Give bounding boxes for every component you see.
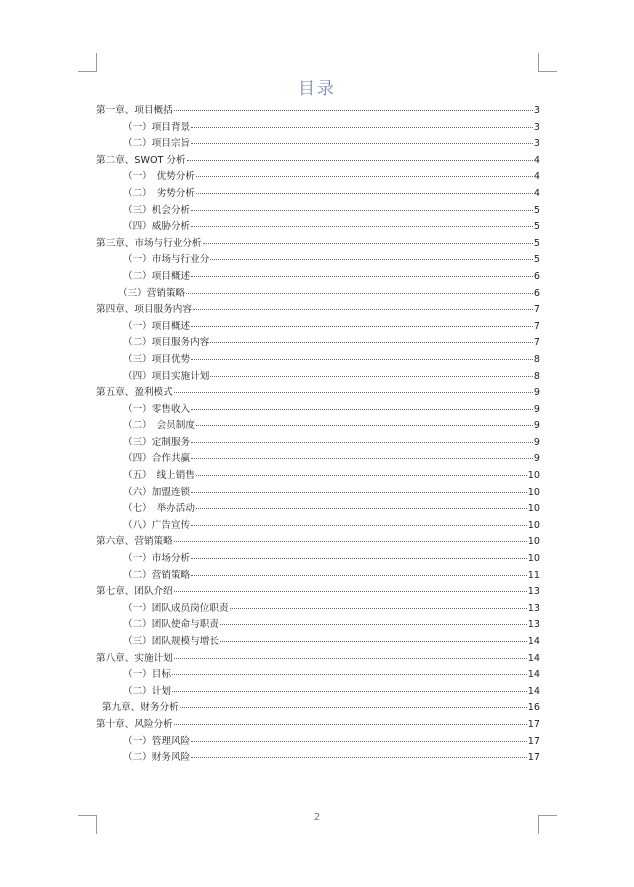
toc-entry[interactable] [96, 601, 540, 618]
toc-entry-page: 7 [533, 304, 540, 316]
toc-entry-label: （三）机会分析 [123, 204, 191, 216]
toc-entry[interactable] [96, 568, 540, 585]
toc-entry-page: 16 [527, 702, 540, 714]
toc-entry[interactable] [96, 651, 540, 668]
toc-entry[interactable] [96, 252, 540, 269]
toc-entry-label: （二）项目宗旨 [123, 138, 191, 150]
toc-leader-dots [191, 741, 527, 742]
toc-leader-dots [210, 342, 533, 343]
toc-entry-label: （三）项目优势 [123, 353, 191, 365]
toc-entry[interactable] [96, 203, 540, 220]
toc-entry-label: （三）定制服务 [123, 436, 191, 448]
toc-entry[interactable] [96, 750, 540, 767]
toc-entry[interactable] [96, 501, 540, 518]
toc-entry[interactable] [96, 385, 540, 402]
toc-entry[interactable] [96, 286, 540, 303]
toc-entry-label: （二）项目服务内容 [123, 337, 210, 349]
toc-entry-page: 8 [533, 353, 540, 365]
toc-leader-dots [210, 259, 533, 260]
toc-leader-dots [180, 707, 527, 708]
toc-entry[interactable] [96, 485, 540, 502]
toc-entry[interactable] [96, 634, 540, 651]
toc-entry-page: 9 [533, 403, 540, 415]
toc-entry-page: 3 [533, 121, 540, 133]
toc-entry-label: （二）营销策略 [123, 569, 191, 581]
toc-entry-label: （四）合作共赢 [123, 453, 191, 465]
toc-entry-label: （四）项目实施计划 [123, 370, 210, 382]
toc-entry-label: （二）团队使命与职责 [123, 619, 219, 631]
toc-entry-label: 第二章、SWOT 分析 [96, 154, 186, 166]
toc-entry-page: 4 [533, 171, 540, 183]
toc-leader-dots [172, 691, 527, 692]
toc-entry-label: （六）加盟连锁 [123, 486, 191, 498]
toc-entry-page: 3 [533, 138, 540, 150]
toc-leader-dots [220, 641, 527, 642]
toc-leader-dots [174, 658, 527, 659]
toc-entry-label: 第十章、风险分析 [96, 718, 173, 730]
toc-entry-page: 7 [533, 337, 540, 349]
toc-entry-label: 第一章、项目概括 [96, 105, 173, 116]
toc-entry[interactable] [96, 269, 540, 286]
toc-entry-page: 13 [527, 619, 540, 631]
toc-entry[interactable] [96, 236, 540, 253]
toc-entry-label: 第九章、财务分析 [102, 702, 179, 714]
toc-entry[interactable] [96, 169, 540, 186]
toc-entry-page: 9 [533, 436, 540, 448]
toc-entry-page: 17 [527, 735, 540, 747]
toc-entry-page: 9 [533, 420, 540, 432]
toc-leader-dots [186, 293, 533, 294]
toc-entry-label: （一）项目概述 [123, 320, 191, 332]
crop-mark-top-left [78, 53, 97, 72]
toc-entry[interactable] [96, 534, 540, 551]
toc-entry-page: 14 [527, 636, 540, 647]
toc-entry-page: 14 [527, 685, 540, 697]
toc-entry-page: 5 [533, 204, 540, 216]
toc-entry-label: 第六章、营销策略 [96, 536, 173, 548]
toc-entry[interactable] [96, 518, 540, 535]
toc-leader-dots [196, 475, 527, 476]
toc-entry[interactable] [96, 335, 540, 352]
toc-leader-dots [193, 309, 533, 310]
toc-title: 目录 [298, 79, 336, 99]
toc-entry-page: 9 [533, 387, 540, 399]
toc-entry-label: （二） 劣势分析 [123, 187, 195, 199]
toc-entry-label: （二）计划 [123, 685, 171, 697]
toc-entry[interactable] [96, 617, 540, 634]
toc-entry-page: 10 [527, 486, 540, 498]
toc-leader-dots [191, 458, 533, 459]
toc-entry[interactable] [96, 734, 540, 751]
toc-entry-label: （八）广告宣传 [123, 519, 191, 531]
toc-leader-dots [191, 442, 533, 443]
toc-leader-dots [191, 492, 527, 493]
toc-entry-label: 第四章、项目服务内容 [96, 304, 192, 316]
toc-leader-dots [191, 226, 533, 227]
toc-entry-label: （一）目标 [123, 669, 171, 681]
toc-entry-page: 14 [527, 652, 540, 664]
page-number: 2 [313, 812, 321, 823]
toc-entry-label: （一）管理风险 [123, 735, 191, 747]
toc-entry-label: 第八章、实施计划 [96, 652, 173, 664]
toc-entry-label: （一）市场与行业分 [123, 254, 210, 266]
crop-mark-top-right [538, 53, 557, 72]
toc-entry-label: （七） 举办活动 [123, 503, 195, 515]
toc-entry-page: 13 [527, 602, 540, 614]
toc-entry-page: 10 [527, 519, 540, 531]
toc-entry-page: 17 [527, 752, 540, 764]
toc-entry[interactable] [96, 667, 540, 684]
toc-entry-page: 10 [527, 470, 540, 482]
toc-leader-dots [191, 575, 527, 576]
toc-entry-label: （一）市场分析 [123, 553, 191, 565]
toc-entry-page: 5 [533, 254, 540, 266]
toc-entry[interactable] [96, 352, 540, 369]
toc-entry-page: 13 [527, 586, 540, 598]
toc-leader-dots [191, 525, 527, 526]
toc-entry-label: （三）营销策略 [118, 287, 186, 299]
toc-entry-page: 7 [533, 320, 540, 332]
toc-entry[interactable] [96, 302, 540, 319]
toc-leader-dots [191, 757, 527, 758]
toc-leader-dots [196, 425, 533, 426]
toc-entry-page: 10 [527, 536, 540, 548]
toc-leader-dots [191, 276, 533, 277]
toc-entry[interactable] [96, 551, 540, 568]
toc-leader-dots [191, 210, 533, 211]
toc-leader-dots [187, 160, 533, 161]
toc-entry-label: 第三章、市场与行业分析 [96, 237, 202, 249]
toc-entry-label: （五） 线上销售 [123, 470, 195, 482]
toc-entry-page: 10 [527, 553, 540, 565]
toc-entry-page: 14 [527, 669, 540, 681]
toc-entry-page: 6 [533, 270, 540, 282]
toc-leader-dots [191, 409, 533, 410]
table-of-contents [96, 103, 540, 767]
toc-leader-dots [196, 176, 533, 177]
toc-entry-page: 5 [533, 221, 540, 233]
toc-entry-label: 第五章、盈利模式 [96, 387, 173, 399]
toc-leader-dots [174, 541, 527, 542]
toc-leader-dots [196, 193, 533, 194]
toc-entry[interactable] [96, 451, 540, 468]
toc-leader-dots [191, 127, 533, 128]
toc-entry-page: 9 [533, 453, 540, 465]
toc-entry[interactable] [96, 717, 540, 734]
toc-entry[interactable] [96, 103, 540, 120]
toc-entry[interactable] [96, 584, 540, 601]
toc-entry-label: （一）项目背景 [123, 121, 191, 133]
toc-leader-dots [220, 624, 527, 625]
toc-entry[interactable] [96, 186, 540, 203]
toc-entry-page: 17 [527, 718, 540, 730]
toc-entry[interactable] [96, 136, 540, 153]
toc-leader-dots [203, 243, 533, 244]
toc-entry-label: （一）零售收入 [123, 403, 191, 415]
toc-leader-dots [174, 110, 533, 111]
toc-entry[interactable] [96, 369, 540, 386]
toc-entry-label: （二）财务风险 [123, 752, 191, 764]
toc-entry-label: （四）威胁分析 [123, 221, 191, 233]
toc-entry-label: （三）团队规模与增长 [123, 636, 219, 647]
toc-entry[interactable] [96, 153, 540, 170]
toc-entry-page: 8 [533, 370, 540, 382]
toc-entry-label: （一）团队成员岗位职责 [123, 602, 229, 614]
toc-entry-page: 6 [533, 287, 540, 299]
toc-leader-dots [191, 326, 533, 327]
toc-leader-dots [230, 608, 527, 609]
toc-leader-dots [191, 359, 533, 360]
toc-leader-dots [191, 558, 527, 559]
toc-entry[interactable] [96, 120, 540, 137]
toc-entry[interactable] [96, 435, 540, 452]
toc-entry-label: （二）项目概述 [123, 270, 191, 282]
toc-entry-page: 4 [533, 187, 540, 199]
toc-entry-page: 4 [533, 154, 540, 166]
toc-entry-page: 3 [533, 105, 540, 116]
toc-entry[interactable] [96, 219, 540, 236]
toc-leader-dots [172, 674, 527, 675]
toc-entry-label: （一） 优势分析 [123, 171, 195, 183]
toc-leader-dots [174, 724, 527, 725]
toc-entry[interactable] [96, 700, 540, 717]
toc-entry[interactable] [96, 418, 540, 435]
toc-entry[interactable] [96, 468, 540, 485]
toc-leader-dots [191, 143, 533, 144]
toc-entry[interactable] [96, 684, 540, 701]
toc-leader-dots [196, 508, 527, 509]
toc-entry-page: 10 [527, 503, 540, 515]
toc-entry[interactable] [96, 402, 540, 419]
toc-entry-page: 11 [527, 569, 540, 581]
toc-entry-page: 5 [533, 237, 540, 249]
toc-leader-dots [210, 376, 533, 377]
toc-entry-label: （二） 会员制度 [123, 420, 195, 432]
toc-leader-dots [174, 392, 533, 393]
toc-entry-label: 第七章、团队介绍 [96, 586, 173, 598]
toc-entry[interactable] [96, 319, 540, 336]
toc-leader-dots [174, 591, 527, 592]
